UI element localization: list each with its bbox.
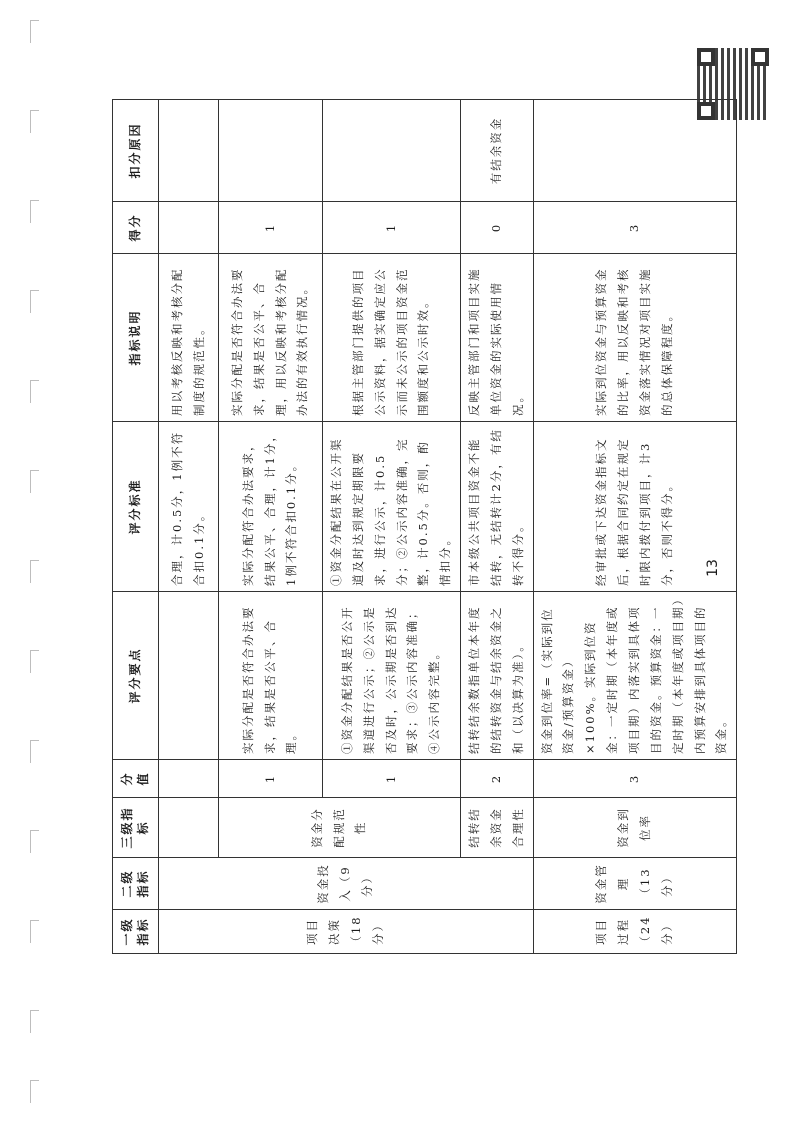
row2-standard: ①资金分配结果在公开渠道及时达到规定期限要求，进行公示，计0.5分；②公示内容准确，完整，计0.5分。否则，酌情扣分。 [323,422,461,592]
row0-score-value [159,760,219,798]
header-level1: 一级指标 [113,910,159,954]
table-row [533,100,737,954]
row1-deduction [219,100,323,202]
binding-holes [30,20,38,1100]
row1-level3: 资金分配规范性 [219,798,461,858]
row1-key-points: 实际分配是否符合办法要求，结果是否公平、合理。 [219,592,323,760]
header-row [113,100,159,954]
evaluation-table [112,99,737,954]
row3-deduction: 有结余资金 [461,100,534,202]
row0-level3 [159,798,219,858]
header-level2: 二级指标 [113,858,159,910]
row4-score: 3 [533,202,737,254]
row4-level3: 资金到位率 [533,798,737,858]
group-decision: 项目决策（18分） [159,910,534,954]
row4-deduction [533,100,737,202]
header-score: 得分 [113,202,159,254]
row0-score [159,202,219,254]
row2-deduction [323,100,461,202]
row2-explanation: 根据主管部门提供的项目公示资料，据实确定应公示而未公示的项目资金范围额度和公示时效。 [323,254,461,422]
row3-key-points: 结转结余数指单位本年度的结转资金与结余资金之和（以决算为准）。 [461,592,534,760]
table-row [461,100,534,954]
page-number: 13 [704,559,721,577]
row3-explanation: 反映主管部门和项目实施单位资金的实际使用情况。 [461,254,534,422]
group-funds-mgmt: 资金管理（13分） [533,858,737,910]
row2-score: 1 [323,202,461,254]
header-explanation: 指标说明 [113,254,159,422]
row0-standard: 合理，计0.5分，1例不符合扣0.1分。 [159,422,219,592]
row0-key-points [159,592,219,760]
row2-key-points: ①资金分配结果是否公开渠道进行公示；②公示是否及时，公示期是否到达要求；③公示内容准确；④公示内容完整。 [323,592,461,760]
row4-explanation: 实际到位资金与预算资金的比率，用以反映和考核资金落实情况对项目实施的总体保障程度。 [533,254,737,422]
row3-level3: 结转结余资金合理性 [461,798,534,858]
row3-score-value: 2 [461,760,534,798]
row1-score: 1 [219,202,323,254]
header-score-value: 分值 [113,760,159,798]
row0-deduction [159,100,219,202]
header-standard: 评分标准 [113,422,159,592]
table-row [219,100,323,954]
table-row [159,100,219,954]
row1-standard: 实际分配符合办法要求，结果公平、合理，计1分，1例不符合扣0.1分。 [219,422,323,592]
row1-score-value: 1 [219,760,323,798]
header-key-points: 评分要点 [113,592,159,760]
header-deduction: 扣分原因 [113,100,159,202]
row3-score: 0 [461,202,534,254]
row1-explanation: 实际分配是否符合办法要求，结果是否公平、合理，用以反映和考核分配办法的有效执行情况。 [219,254,323,422]
row2-score-value: 1 [323,760,461,798]
row4-score-value: 3 [533,760,737,798]
rotated-evaluation-table [112,100,729,954]
row4-key-points: 资金到位率=（实际到位资金/预算资金）×100%。实际到位资金：一定时期（本年度或项目期）内落实到具体项目的资金。预算资金：一定时期（本年度或项目期）内预算安排到具体项目的资金。 [533,592,737,760]
row0-explanation: 用以考核反映和考核分配制度的规范性。 [159,254,219,422]
group-funds-input: 资金投入（9分） [159,858,534,910]
row3-standard: 市本级公共项目资金不能结转，无结转计2分，有结转不得分。 [461,422,534,592]
row4-standard: 经审批或下达资金指标文后，根据合同约定在规定时限内拨付到项目，计3分，否则不得分。 [533,422,737,592]
header-level3: 三级指标 [113,798,159,858]
group-process: 项目过程（24分） [533,910,737,954]
